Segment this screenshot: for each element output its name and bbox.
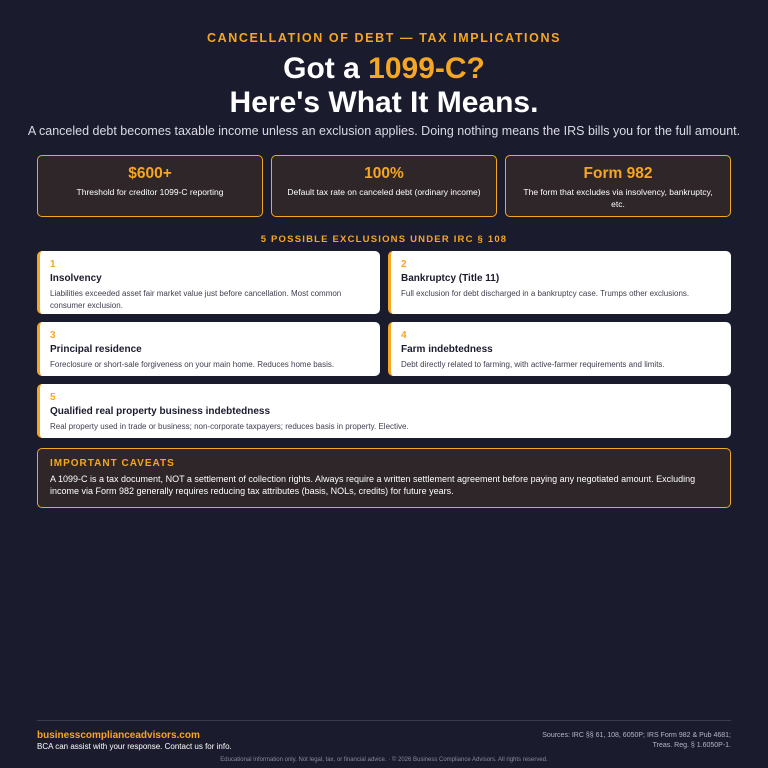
title-accent: 1099-C? — [368, 52, 485, 85]
exclusion-number: 2 — [401, 259, 407, 270]
stats-row — [37, 155, 731, 217]
stat-value: Form 982 — [583, 165, 653, 182]
exclusion-description: Full exclusion for debt discharged in a bankruptcy case. Trumps other exclusions. — [401, 289, 690, 298]
kicker-label: CANCELLATION OF DEBT — TAX IMPLICATIONS — [206, 31, 562, 45]
stat-card-tax-rate — [271, 155, 497, 217]
exclusion-card-farm-indebtedness — [388, 322, 731, 376]
exclusion-card-insolvency — [37, 251, 380, 314]
exclusion-number: 3 — [50, 330, 56, 341]
exclusion-card-qrpbi — [37, 384, 731, 438]
exclusion-name: Insolvency — [50, 273, 102, 284]
footer-legal: Educational information only. Not legal, tax, or financial advice. · © 2026 Business Compliance Advisors. All rights reserved. — [220, 757, 548, 763]
stat-description: Threshold for creditor 1099-C reporting — [76, 187, 224, 197]
stat-card-form-982 — [505, 155, 731, 217]
stat-value: 100% — [364, 165, 404, 182]
footer-website-link[interactable]: businesscomplianceadvisors.com — [37, 730, 200, 741]
exclusion-description: Real property used in trade or business; non-corporate taxpayers; reduces basis in property. Elective. — [50, 422, 409, 431]
stat-description: Default tax rate on canceled debt (ordinary income) — [287, 187, 481, 197]
title-prefix: Got a — [283, 52, 369, 85]
exclusions-heading: 5 POSSIBLE EXCLUSIONS UNDER IRC § 108 — [260, 234, 508, 245]
exclusion-name: Farm indebtedness — [401, 344, 493, 355]
exclusion-name: Qualified real property business indebtedness — [50, 406, 271, 417]
caveats-panel — [37, 448, 731, 508]
exclusion-name: Bankruptcy (Title 11) — [401, 273, 500, 284]
stat-value: $600+ — [128, 165, 172, 182]
caveats-heading: IMPORTANT CAVEATS — [50, 458, 175, 469]
caveats-body: A 1099-C is a tax document, NOT a settlement of collection rights. Always require a written settlement agreement before paying any negotiated amount. Excluding income via Form 982 generally requires reducing tax attributes (basis, NOLs, credits) for future years. — [50, 474, 696, 496]
page-subtitle: A canceled debt becomes taxable income unless an exclusion applies. Doing nothing means the IRS bills you for the full amount. — [27, 124, 741, 138]
exclusion-number: 1 — [50, 259, 56, 270]
exclusion-number: 5 — [50, 392, 56, 403]
exclusion-number: 4 — [401, 330, 407, 341]
exclusion-description: Foreclosure or short-sale forgiveness on your main home. Reduces home basis. — [50, 360, 335, 369]
exclusion-card-principal-residence — [37, 322, 380, 376]
exclusion-description: Liabilities exceeded asset fair market value just before cancellation. Most common consumer exclusion. — [50, 289, 342, 310]
footer-divider — [37, 720, 731, 721]
exclusion-description: Debt directly related to farming, with active-farmer requirements and limits. — [401, 360, 665, 369]
stat-card-threshold — [37, 155, 263, 217]
stat-description: The form that excludes via insolvency, bankruptcy, etc. — [523, 187, 713, 209]
title-line-2: Here's What It Means. — [229, 86, 539, 119]
footer-sources: Sources: IRC §§ 61, 108, 6050P; IRS Form 982 & Pub 4681; Treas. Reg. § 1.6050P-1. — [542, 732, 731, 749]
exclusion-name: Principal residence — [50, 344, 142, 355]
page-title — [0, 52, 768, 120]
exclusion-card-bankruptcy — [388, 251, 731, 314]
footer-contact-note: BCA can assist with your response. Contact us for info. — [37, 742, 232, 751]
